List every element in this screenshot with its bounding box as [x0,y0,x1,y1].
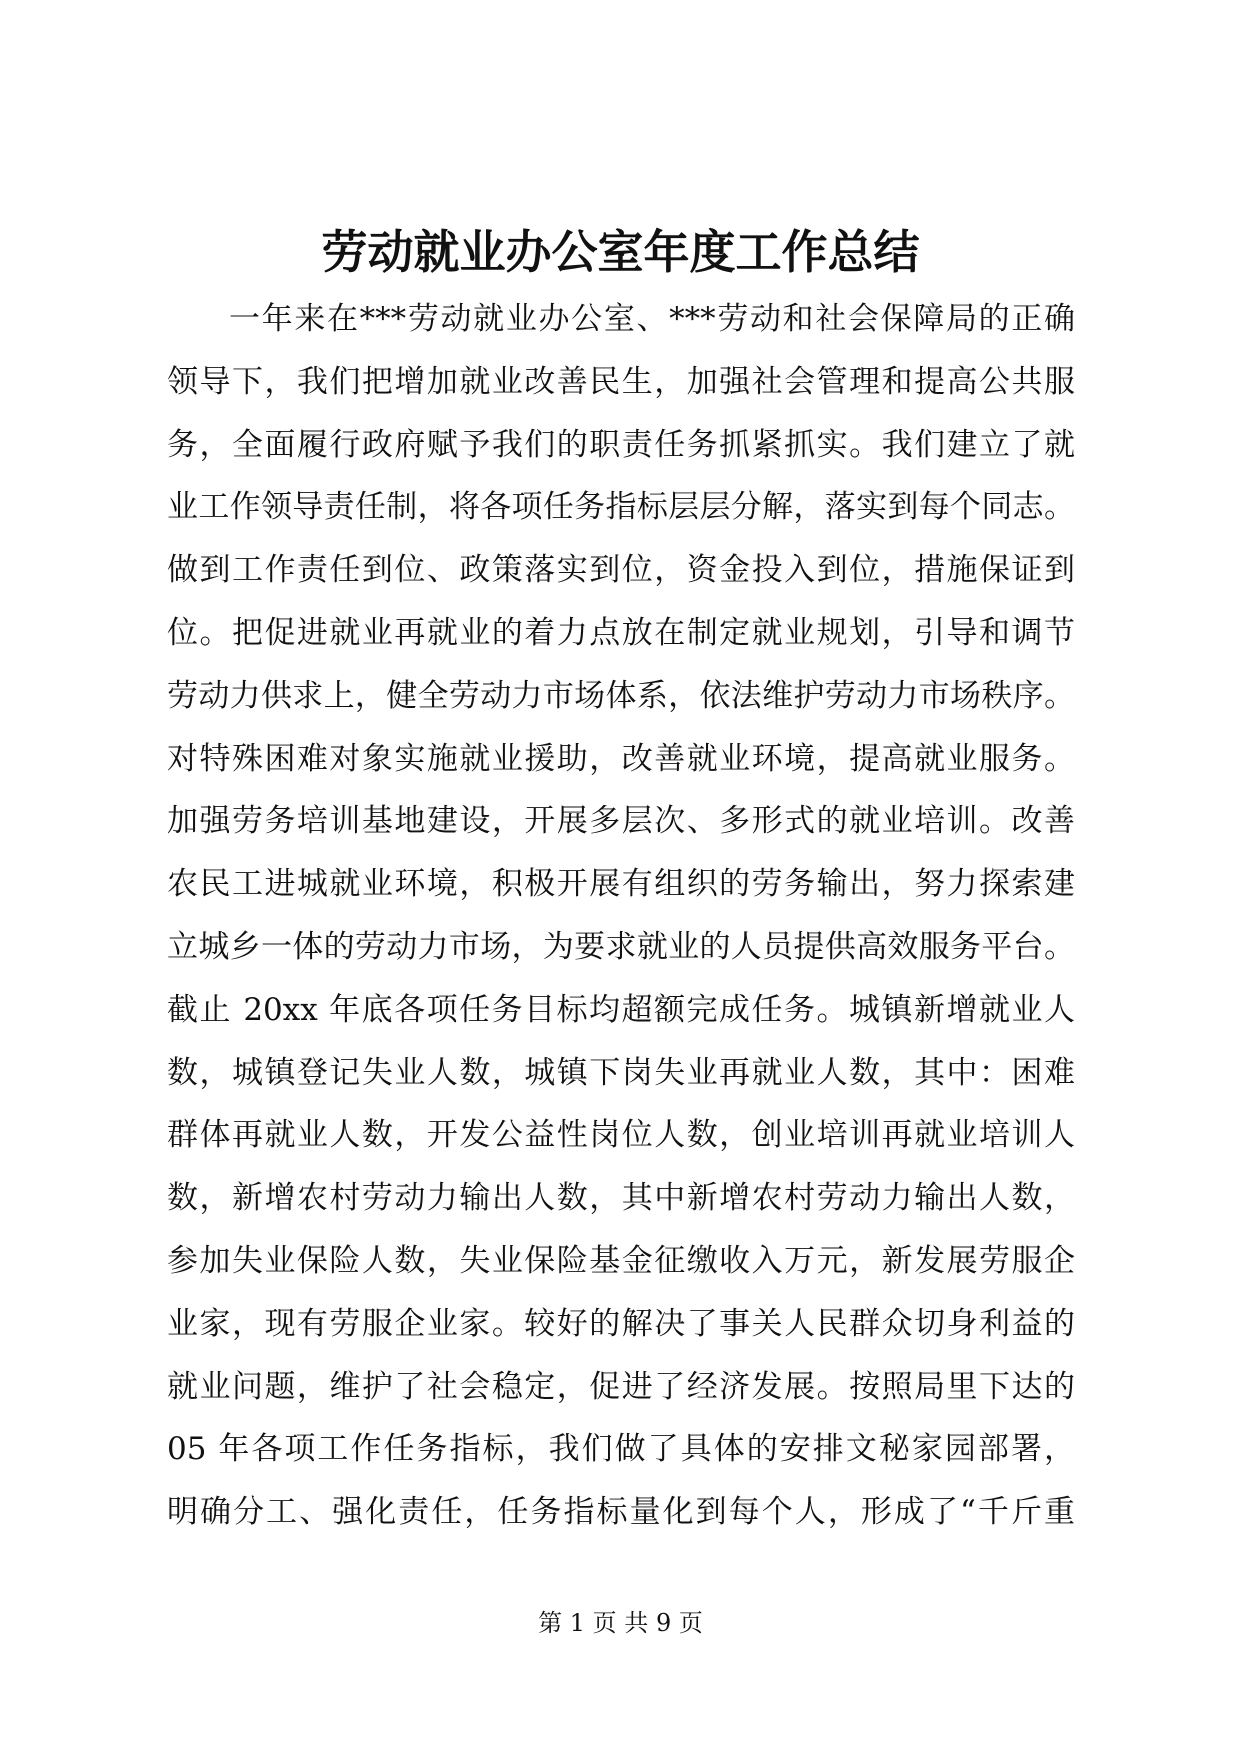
body-line: 农民工进城就业环境，积极开展有组织的劳务输出，努力探索建 [167,866,1075,903]
body-line: 05 年各项工作任务指标，我们做了具体的安排文秘家园部署， [167,1431,1075,1468]
page-number: 第 1 页 共 9 页 [538,1609,703,1637]
body-line: 群体再就业人数，开发公益性岗位人数，创业培训再就业培训人 [167,1117,1075,1154]
body-line: 就业问题，维护了社会稳定，促进了经济发展。按照局里下达的 [167,1368,1075,1405]
body-line: 明确分工、强化责任，任务指标量化到每个人，形成了“千斤重 [167,1494,1075,1531]
body-line: 务，全面履行政府赋予我们的职责任务抓紧抓实。我们建立了就 [167,426,1075,463]
body-line: 位。把促进就业再就业的着力点放在制定就业规划，引导和调节 [167,614,1075,651]
body-line: 数，新增农村劳动力输出人数，其中新增农村劳动力输出人数， [167,1180,1075,1217]
body-line: 业工作领导责任制，将各项任务指标层层分解，落实到每个同志。 [167,489,1075,526]
body-line: 一年来在***劳动就业办公室、***劳动和社会保障局的正确 [229,301,1075,337]
body-line: 数，城镇登记失业人数，城镇下岗失业再就业人数，其中：困难 [167,1054,1075,1091]
body-line: 劳动力供求上，健全劳动力市场体系，依法维护劳动力市场秩序。 [167,677,1075,714]
body-line: 领导下，我们把增加就业改善民生，加强社会管理和提高公共服 [167,363,1075,400]
body-line: 加强劳务培训基地建设，开展多层次、多形式的就业培训。改善 [167,803,1075,840]
body-line: 立城乡一体的劳动力市场，为要求就业的人员提供高效服务平台。 [167,928,1075,965]
body-line: 对特殊困难对象实施就业援助，改善就业环境，提高就业服务。 [167,740,1075,777]
body-line: 截止 20xx 年底各项任务目标均超额完成任务。城镇新增就业人 [167,991,1075,1028]
body-line: 做到工作责任到位、政策落实到位，资金投入到位，措施保证到 [167,552,1075,589]
body-line: 业家，现有劳服企业家。较好的解决了事关人民群众切身利益的 [167,1305,1075,1342]
body-line: 参加失业保险人数，失业保险基金征缴收入万元，新发展劳服企 [167,1242,1075,1279]
document-title: 劳动就业办公室年度工作总结 [321,225,920,279]
document-body [167,288,1075,1544]
